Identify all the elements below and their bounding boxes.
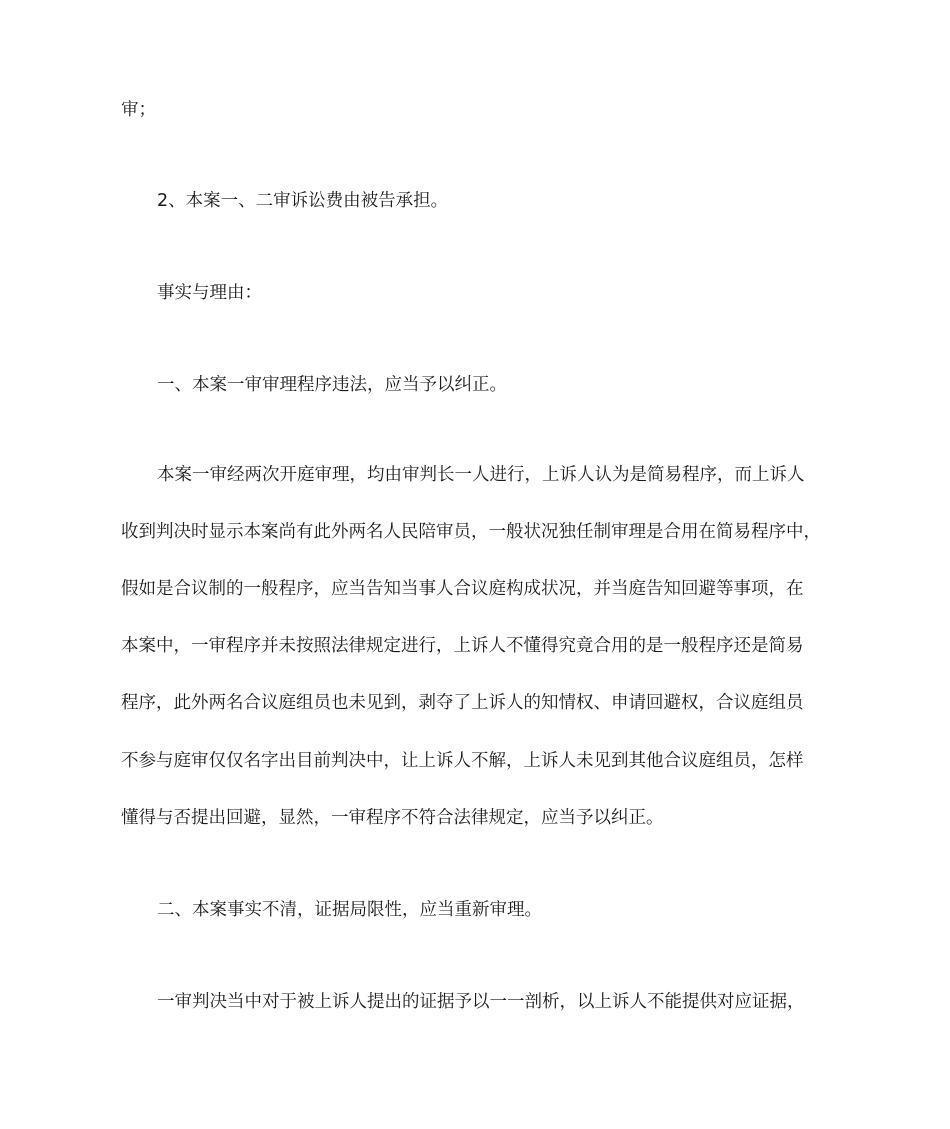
request-item-2: 2、本案一、二审诉讼费由被告承担。 xyxy=(157,191,449,211)
paragraph-line: 不参与庭审仅仅名字出目前判决中，让上诉人不解，上诉人未见到其他合议庭组员，怎样 xyxy=(121,751,804,771)
paragraph-line: 程序，此外两名合议庭组员也未见到，剥夺了上诉人的知情权、申请回避权，合议庭组员 xyxy=(121,693,804,713)
heading-point-2: 二、本案事实不清，证据局限性，应当重新审理。 xyxy=(157,900,542,920)
paragraph-line: 一审判决当中对于被上诉人提出的证据予以一一剖析，以上诉人不能提供对应证据， xyxy=(157,992,805,1012)
paragraph-line: 本案中，一审程序并未按照法律规定进行，上诉人不懂得究竟合用的是一般程序还是简易 xyxy=(121,636,804,656)
paragraph-line: 假如是合议制的一般程序，应当告知当事人合议庭构成状况，并当庭告知回避等事项，在 xyxy=(121,579,804,599)
paragraph-line: 懂得与否提出回避，显然，一审程序不符合法律规定，应当予以纠正。 xyxy=(121,808,664,828)
paragraph-line: 本案一审经两次开庭审理，均由审判长一人进行，上诉人认为是简易程序，而上诉人 xyxy=(157,465,805,485)
heading-point-1: 一、本案一审审理程序违法，应当予以纠正。 xyxy=(157,375,507,395)
continuation-line: 审； xyxy=(121,100,156,120)
paragraph-line: 收到判决时显示本案尚有此外两名人民陪审员，一般状况独任制审理是合用在简易程序中， xyxy=(121,522,821,542)
section-heading-facts: 事实与理由： xyxy=(157,283,262,303)
